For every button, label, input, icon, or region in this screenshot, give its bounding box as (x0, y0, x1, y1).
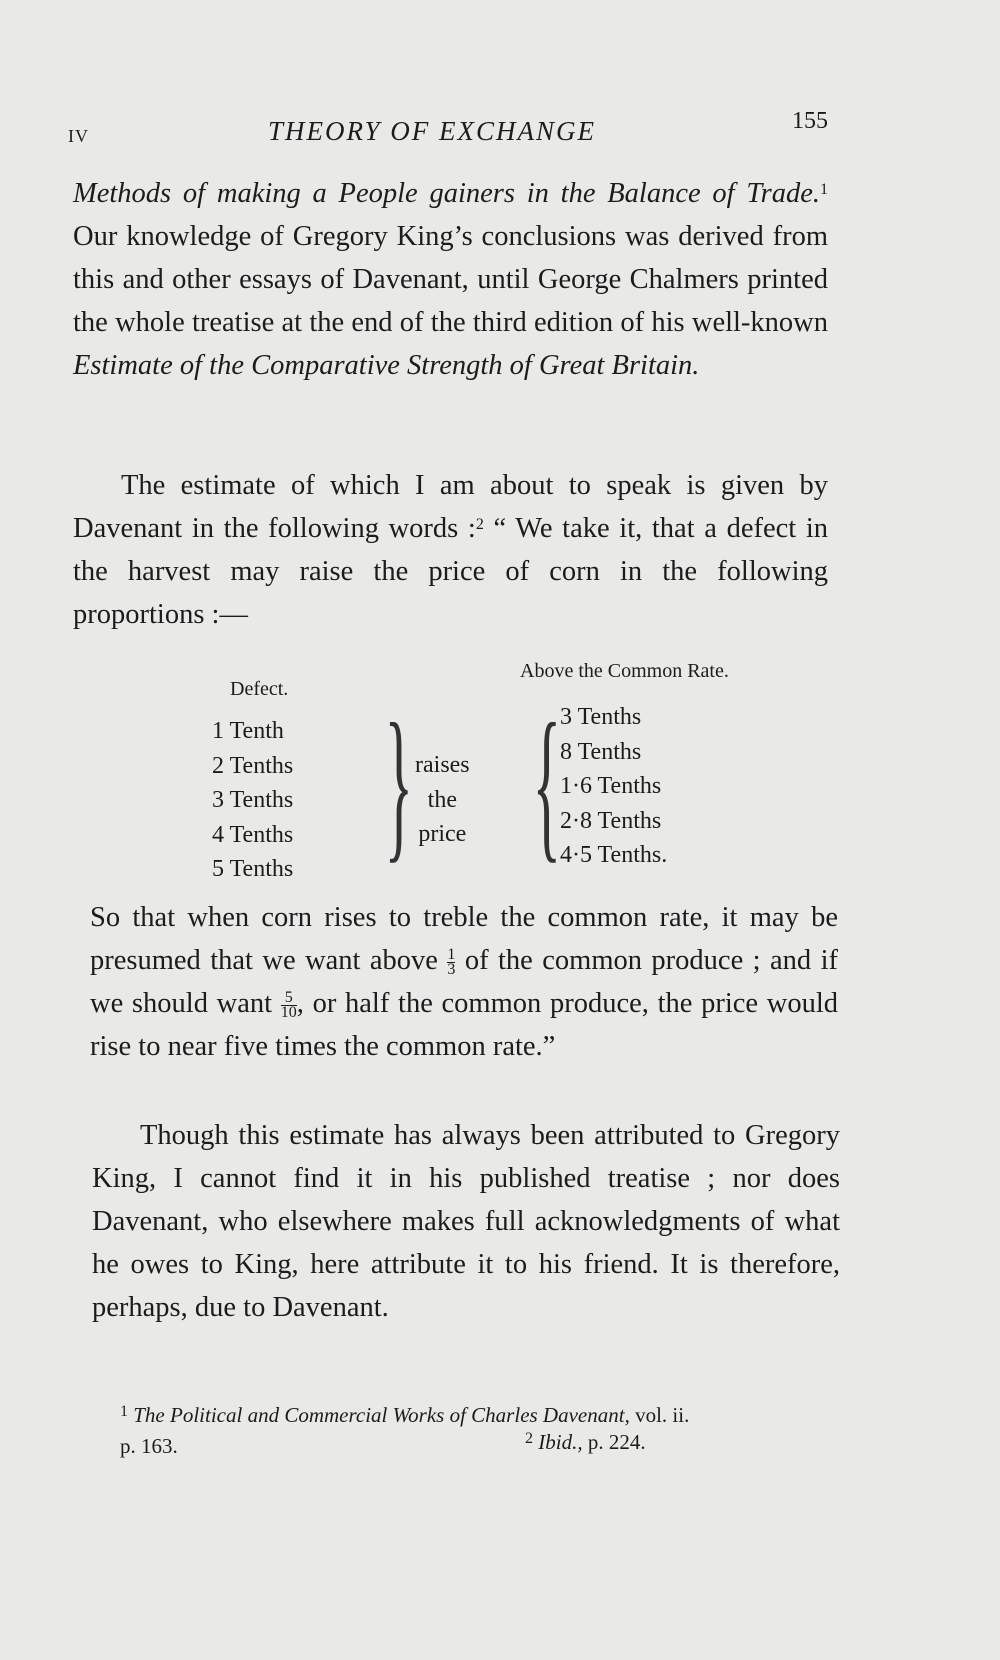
above-row: 3 Tenths (560, 704, 642, 730)
paragraph-3 (90, 896, 838, 1068)
footnote-row-2 (120, 1431, 860, 1462)
the-word: the (427, 786, 457, 813)
chapter-number: IV (68, 126, 89, 146)
fraction-five-tenths (280, 988, 297, 1021)
raises-the-price (415, 748, 470, 852)
paragraph-4: Though this estimate has always been attributed to Gregory King, I cannot find it in his published treatise ; nor does Davenant, who elsewhere makes full acknowledgments of what he owes to King, here attribute it to his friend. It is therefore, perhaps, due to Davenant. (92, 1120, 840, 1323)
running-header (68, 108, 828, 148)
above-header: Above the Common Rate. (520, 660, 729, 682)
page-number: 155 (792, 108, 828, 134)
defect-row: 1 Tenth (212, 718, 284, 744)
paragraph-2-text-a: The estimate of which I am about to speak is given by Davenant in the following words : (73, 470, 828, 544)
running-title: THEORY OF EXCHANGE (268, 116, 597, 146)
fraction-denominator: 3 (447, 960, 456, 978)
paragraph-2-text-b: “ We take it, that a defect in the harvest may raise the price of corn in the following proportions :— (73, 513, 828, 630)
footnote-2-ibid: Ibid., (538, 1430, 583, 1454)
defect-row: 2 Tenths (212, 752, 294, 779)
footnote-ref-1: 1 (820, 181, 828, 198)
book-title: Estimate of the Comparative Strength of Great Britain. (73, 350, 700, 381)
footnote-ref-2: 2 (475, 516, 484, 533)
left-brace: { (532, 689, 562, 877)
paragraph-3-text-c: , or half the common produce, the price would rise to near five times the common rate.” (90, 988, 839, 1062)
paragraph-1 (73, 172, 828, 387)
fraction-numerator: 5 (281, 991, 297, 1006)
defect-column (212, 714, 293, 887)
footnote-1 (120, 1400, 860, 1431)
footnote-1-page: p. 163. (120, 1434, 178, 1458)
paragraph-3-text-b: of the common produce ; and if we should want (90, 945, 838, 1019)
above-column (560, 700, 667, 873)
defect-header: Defect. (230, 678, 289, 700)
paragraph-3-text-a: So that when corn rises to treble the common rate, it may be presumed that we want above (90, 902, 838, 976)
footnote-marker-2: 2 (525, 1430, 533, 1447)
defect-row: 5 Tenths (212, 856, 294, 882)
footnote-1-title: The Political and Commercial Works of Charles Davenant, (133, 1403, 630, 1427)
fraction-numerator: 1 (447, 945, 456, 963)
right-brace: } (384, 689, 414, 877)
fraction-denominator: 10 (280, 1003, 297, 1021)
raises-word: raises (415, 752, 470, 778)
footnote-1-rest: vol. ii. (629, 1403, 690, 1427)
above-row: 8 Tenths (560, 738, 642, 765)
defect-row: 4 Tenths (212, 821, 294, 848)
defect-row: 3 Tenths (212, 787, 294, 813)
above-row: 4·5 Tenths. (560, 842, 668, 868)
essay-title: Methods of making a People gainers in the Balance of Trade. (73, 178, 820, 209)
footnotes (120, 1400, 860, 1462)
above-row: 2·8 Tenths (560, 807, 662, 834)
estimate-table (200, 660, 780, 890)
price-word: price (418, 821, 467, 847)
paragraph-1-text: Our knowledge of Gregory King’s conclusions was derived from this and other essays of Davenant, until George Chalmers printed the whole treatise at the end of the third edition of his well-known (73, 221, 828, 338)
footnote-2-rest: p. 224. (582, 1430, 646, 1454)
footnote-2 (525, 1427, 646, 1458)
paragraph-2 (73, 464, 828, 636)
above-row: 1·6 Tenths (560, 773, 662, 799)
footnote-marker-1: 1 (120, 1403, 128, 1420)
